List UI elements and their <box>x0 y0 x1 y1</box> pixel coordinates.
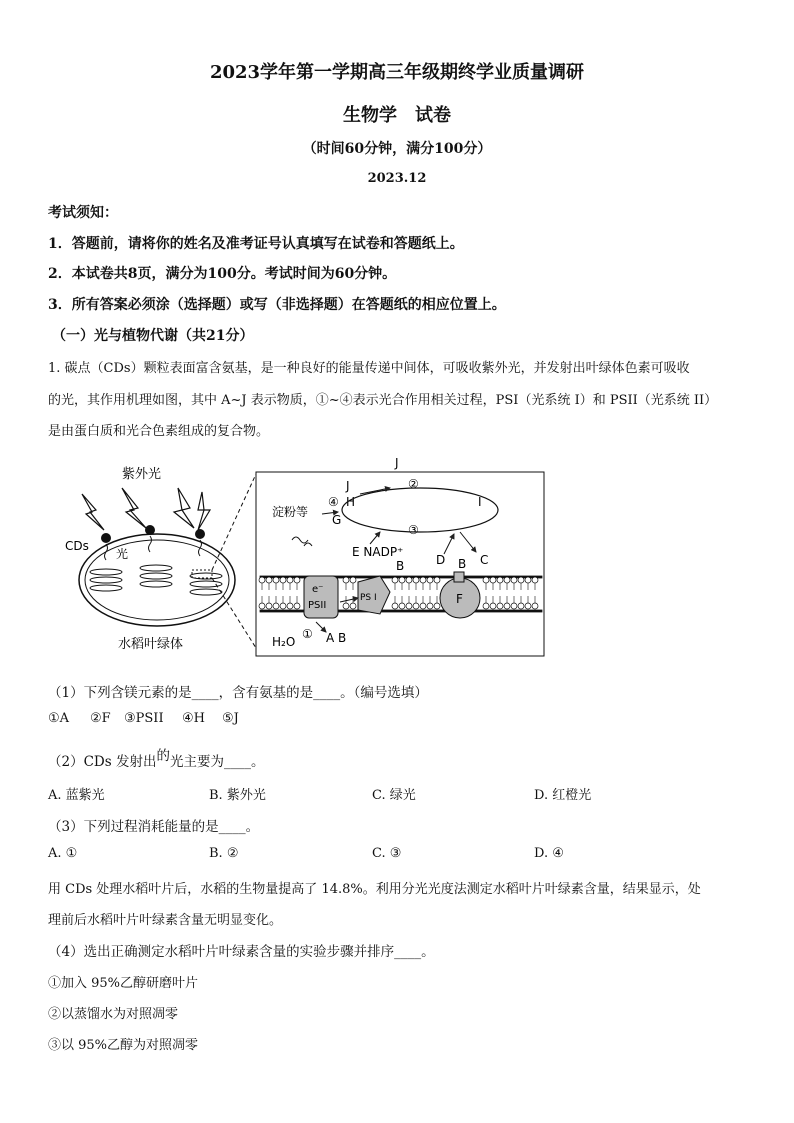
chloroplast-outline <box>79 534 235 626</box>
light-label: 光 <box>116 547 129 561</box>
instruction-item: 3．所有答案必须涂（选择题）或写（非选择题）在答题纸的相应位置上。 <box>48 297 506 313</box>
label-b: B <box>458 557 467 571</box>
label-ab: A B <box>326 631 347 645</box>
label-f: F <box>456 592 463 606</box>
q3-option-a: A. ① <box>48 846 78 861</box>
q2-option-c: C. 绿光 <box>372 788 416 803</box>
instruction-item: 1．答题前，请将你的姓名及准考证号认真填写在试卷和答题纸上。 <box>48 236 464 252</box>
exam-title: 2023学年第一学期高三年级期终学业质量调研 <box>209 62 585 83</box>
label-g: G <box>332 513 342 527</box>
label-process-4: ④ <box>328 495 339 509</box>
q2-text-b: 光主要为____。 <box>169 754 265 770</box>
q1-option: ①A <box>48 711 70 726</box>
instructions-heading: 考试须知： <box>48 205 118 221</box>
subject-title: 生物学 试卷 <box>343 105 451 126</box>
passage-line: 用 CDs 处理水稻叶片后，水稻的生物量提高了 14.8%。利用分光光度法测定水稻叶片叶绿素含量，结果显示，处 <box>48 882 701 897</box>
q3-option-b: B. ② <box>209 846 239 861</box>
q2-text-a: （2）CDs 发射出 <box>48 754 157 770</box>
intro-line: 的光，其作用机理如图，其中 A~J 表示物质，①~④表示光合作用相关过程，PSI（光系统 I）和 PSII（光系统 II） <box>48 393 718 408</box>
label-process-2: ② <box>408 477 419 491</box>
label-j: J <box>346 479 350 493</box>
thylakoid-stacks <box>90 565 222 595</box>
cds-particle <box>195 529 205 539</box>
q2-option-d: D. 红橙光 <box>534 788 592 803</box>
exam-date: 2023.12 <box>367 171 427 186</box>
label-b: B <box>396 559 405 573</box>
q3-option-d: D. ④ <box>534 846 564 861</box>
q4-step: ③以 95%乙醇为对照凋零 <box>48 1038 199 1053</box>
q1-option: ⑤J <box>222 711 239 726</box>
uv-lightning-icons <box>82 488 210 530</box>
q1-option: ②F <box>90 711 111 726</box>
chloroplast-mechanism-figure <box>60 452 550 660</box>
uv-label: 紫外光 <box>122 467 162 482</box>
label-process-3: ③ <box>408 523 419 537</box>
q4-step: ②以蒸馏水为对照凋零 <box>48 1007 179 1022</box>
label-d: D <box>436 553 446 567</box>
question-4: （4）选出正确测定水稻叶片叶绿素含量的实验步骤并排序____。 <box>48 944 435 960</box>
q2-option-a: A. 蓝紫光 <box>48 788 105 803</box>
q2-option-b: B. 紫外光 <box>209 788 266 803</box>
intro-line: 1. 碳点（CDs）颗粒表面富含氨基，是一种良好的能量传递中间体，可吸收紫外光，并发射出叶绿体色素可吸收 <box>48 361 690 376</box>
q1-option: ④H <box>182 711 205 726</box>
cds-label: CDs <box>65 539 89 553</box>
q4-step: ①加入 95%乙醇研磨叶片 <box>48 976 199 991</box>
label-process-1: ① <box>302 627 313 641</box>
time-note: （时间60分钟，满分100分） <box>302 141 492 157</box>
psii-complex <box>304 576 338 618</box>
label-psii: PSII <box>308 600 327 611</box>
label-psi: PS I <box>360 593 377 603</box>
question-2 <box>48 750 264 770</box>
question-3: （3）下列过程消耗能量的是____。 <box>48 819 260 835</box>
passage-line: 理前后水稻叶片叶绿素含量无明显变化。 <box>48 913 283 928</box>
intro-line: 是由蛋白质和光合色素组成的复合物。 <box>48 424 270 439</box>
label-e-nadp: E NADP⁺ <box>352 545 404 559</box>
label-h: H <box>346 495 356 509</box>
starch-label: 淀粉等 <box>272 505 309 519</box>
q1-option: ③PSII <box>124 711 164 726</box>
label-c: C <box>480 553 489 567</box>
cds-particle <box>101 533 111 543</box>
label-electron: e⁻ <box>312 584 324 595</box>
label-i: I <box>478 495 482 509</box>
q2-text-sup: 的 <box>156 748 170 764</box>
instruction-item: 2．本试卷共8页，满分为100分。考试时间为60分钟。 <box>48 266 397 282</box>
section-heading: （一）光与植物代谢（共21分） <box>52 328 254 344</box>
label-j-top: J <box>395 456 399 470</box>
label-h2o: H₂O <box>272 635 296 649</box>
chloroplast-label: 水稻叶绿体 <box>118 637 184 652</box>
question-1: （1）下列含镁元素的是____，含有氨基的是____。（编号选填） <box>48 685 428 701</box>
q3-option-c: C. ③ <box>372 846 402 861</box>
